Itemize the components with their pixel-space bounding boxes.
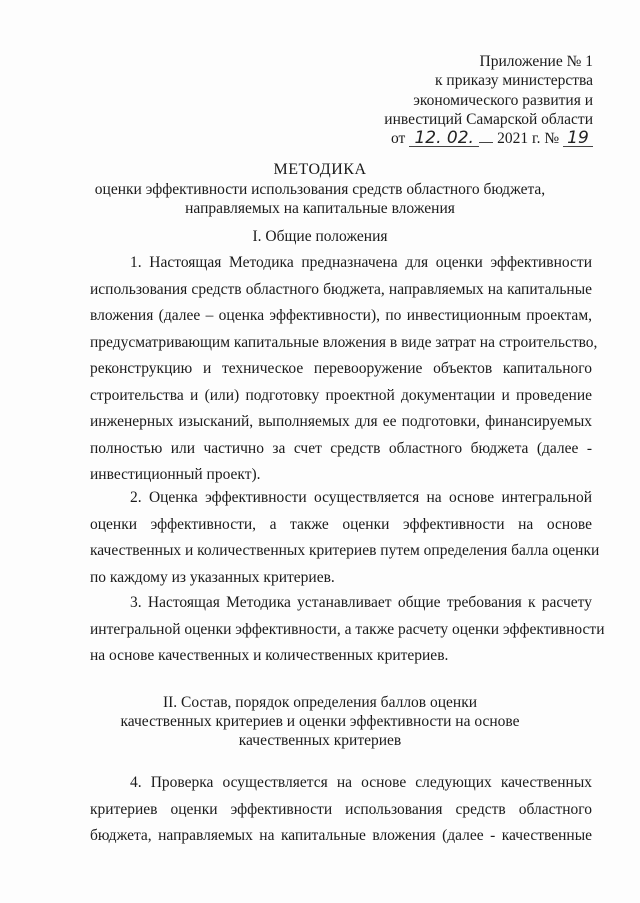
document-subtitle: [0, 180, 640, 218]
annex-line-4: инвестиций Самарской области: [384, 110, 593, 128]
section-2-heading-line-2: качественных критериев и оценки эффективности на основе: [120, 713, 520, 730]
paragraph-line: 4. Проверка осуществляется на основе следующих качественных: [130, 774, 592, 791]
annex-year-text: 2021 г. №: [497, 130, 560, 148]
section-1-heading-text: I. Общие положения: [252, 228, 388, 245]
annex-line-3: экономического развития и: [413, 91, 593, 109]
document-title: МЕТОДИКА: [273, 161, 367, 178]
paragraph-line: 2. Оценка эффективности осуществляется на основе интегральной: [130, 489, 592, 506]
handwritten-order-number: 19: [563, 131, 593, 147]
paragraph-3: [90, 590, 605, 670]
paragraph-line: вложения (далее – оценка эффективности), по инвестиционным проектам,: [90, 307, 592, 324]
paragraph-line: качественных и количественных критериев путем определения балла оценки: [90, 542, 600, 559]
paragraph-line: критериев оценки эффективности использования средств областного: [90, 800, 592, 818]
paragraph-line: использования средств областного бюджета, направляемых на капитальные: [90, 280, 592, 298]
paragraph-line: оценки эффективности, а также оценки эффективности на основе: [90, 515, 592, 533]
handwritten-date: 12. 02.: [409, 131, 479, 147]
annex-block: [384, 52, 593, 148]
paragraph-line: по каждому из указанных критериев.: [90, 568, 335, 586]
paragraph-line: 3. Настоящая Методика устанавливает общие требования к расчету: [130, 594, 592, 611]
annex-date-line: [384, 129, 593, 148]
paragraph-line: 1. Настоящая Методика предназначена для оценки эффективности: [130, 254, 592, 271]
annex-line-2: к приказу министерства: [435, 72, 593, 90]
annex-date-prefix: от: [391, 130, 406, 148]
paragraph-line: бюджета, направляемых на капитальные вложения (далее - качественные: [90, 827, 592, 844]
paragraph-line: на основе качественных и количественных критериев.: [90, 647, 449, 664]
paragraph-line: инвестиционный проект).: [90, 466, 261, 483]
date-underline: [479, 142, 493, 143]
section-2-heading-line-3: качественных критериев: [238, 732, 402, 749]
paragraph-4: [90, 770, 592, 850]
paragraph-line: инженерных изысканий, выполняемых для ее подготовки, финансируемых: [90, 413, 592, 430]
paragraph-line: предусматривающим капитальные вложения в виде затрат на строительство,: [90, 333, 598, 351]
section-2-heading-line-1: II. Состав, порядок определения баллов оценки: [162, 694, 478, 711]
paragraph-1: [90, 250, 598, 489]
subtitle-line-2: направляемых на капитальные вложения: [185, 200, 455, 217]
section-2-heading: [0, 693, 640, 750]
paragraph-2: [90, 485, 600, 591]
paragraph-line: полностью или частично за счет средств областного бюджета (далее -: [90, 439, 592, 457]
subtitle-line-1: оценки эффективности использования средств областного бюджета,: [94, 181, 546, 198]
paragraph-line: реконструкцию и техническое перевооружение объектов капитального: [90, 360, 592, 377]
paragraph-line: строительства и (или) подготовку проектной документации и проведение: [90, 386, 592, 404]
annex-line-1: Приложение № 1: [479, 53, 593, 70]
paragraph-line: интегральной оценки эффективности, а также расчету оценки эффективности: [90, 620, 605, 638]
section-1-heading: [0, 227, 640, 246]
